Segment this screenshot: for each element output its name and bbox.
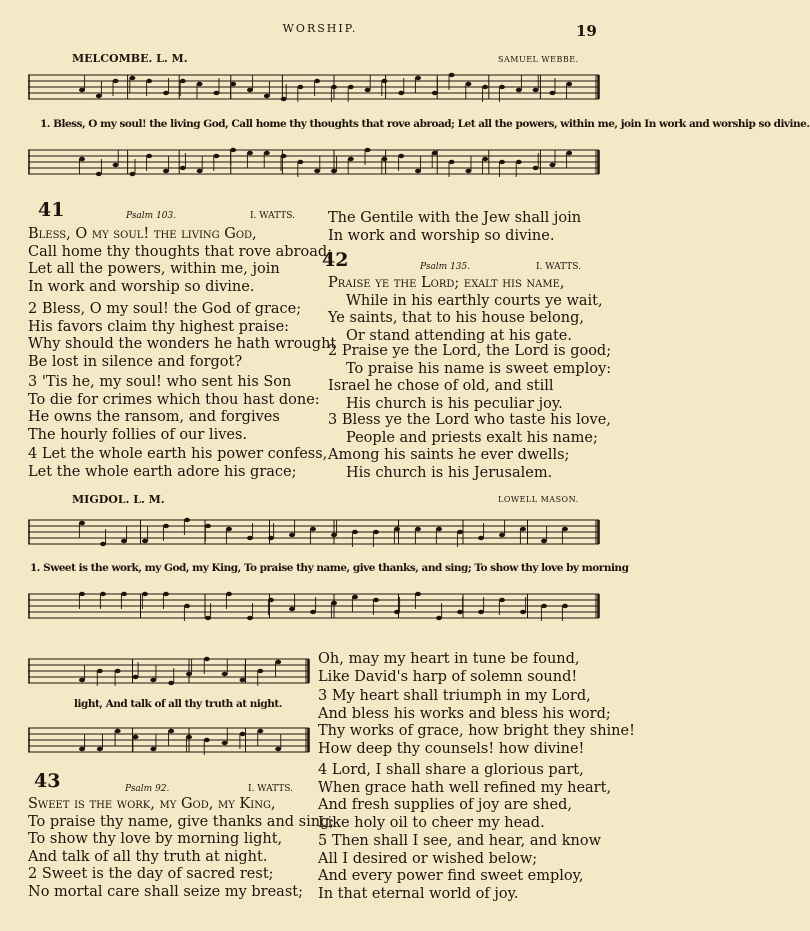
hymn-43-stanza-3: 3 My heart shall triumph in my Lord, And bless his works and bless his word; Thy works of grace, how bright they shine! How deep thy counsels! how divine! [318, 688, 635, 757]
hymn-43-stanza-5: 5 Then shall I see, and hear, and know All I desired or wished below; And every power find sweet employ, In that eternal world of joy. [318, 833, 601, 902]
hymn-41-author: I. WATTS. [250, 211, 295, 221]
hymn-43-stanza-4: 4 Lord, I shall share a glorious part, When grace hath well refined my heart, And fresh supplies of joy are shed, Like holy oil to cheer my head. [318, 762, 612, 831]
bass-staff-migdol-continued [28, 712, 310, 768]
hymn-43-author: I. WATTS. [248, 784, 293, 794]
hymn-41-psalm: Psalm 103. [126, 211, 177, 221]
hymn-42-stanza-1: Praise ye the Lord; exalt his name, While in his earthly courts ye wait, Ye saints, that to his house belong, Or stand attending at his gate. [328, 275, 603, 344]
hymn-43-stanza-2-continued: Oh, may my heart in tune be found, Like David's harp of solemn sound! [318, 651, 580, 685]
lyric-underlay-migdol-line-1: 1. Sweet is the work, my God, my King, To praise thy name, give thanks, and sing; To show thy love by morning [30, 562, 629, 574]
lyric-underlay-migdol-line-2: light, And talk of all thy truth at night. [74, 698, 282, 710]
running-header: WORSHIP. [282, 22, 358, 35]
treble-staff-melcombe [28, 66, 600, 108]
bass-staff-melcombe [28, 138, 600, 186]
hymn-41-stanza-2: 2 Bless, O my soul! the God of grace; His favors claim thy highest praise: Why should the wonders he hath wrought Be lost in silence and forgot? [28, 301, 337, 370]
hymn-number-42: 42 [322, 249, 349, 271]
bass-staff-migdol [28, 578, 600, 634]
treble-staff-migdol-continued [28, 645, 310, 697]
hymn-42-stanza-2: 2 Praise ye the Lord, the Lord is good; To praise his name is sweet employ: Israel he chose of old, and still His church is his peculiar joy. [328, 343, 612, 412]
hymn-41-stanza-4-continued: The Gentile with the Jew shall join In work and worship so divine. [328, 210, 582, 244]
hymn-43-stanza-1: Sweet is the work, my God, my King, To praise thy name, give thanks and sing; To show thy love by morning light, And talk of all thy truth at night. [28, 796, 335, 865]
tune-composer-melcombe: SAMUEL WEBBE. [498, 55, 579, 64]
lyric-underlay-melcombe: 1. Bless, O my soul! the living God, Call home thy thoughts that rove abroad; Let all the powers, within me, join In work and worship so divine. [40, 118, 810, 130]
tune-title-melcombe: MELCOMBE. L. M. [72, 52, 188, 65]
hymn-42-author: I. WATTS. [536, 262, 581, 272]
hymn-number-43: 43 [34, 770, 61, 792]
hymn-43-stanza-2: 2 Sweet is the day of sacred rest; No mortal care shall seize my breast; [28, 866, 303, 900]
hymn-41-stanza-3: 3 'Tis he, my soul! who sent his Son To die for crimes which thou hast done: He owns the ransom, and forgives The hourly follies of our lives. [28, 374, 320, 443]
treble-staff-migdol [28, 506, 600, 558]
tune-composer-migdol: LOWELL MASON. [498, 495, 579, 504]
hymn-42-psalm: Psalm 135. [420, 262, 471, 272]
hymn-41-stanza-1: Bless, O my soul! the living God, Call home thy thoughts that rove abroad; Let all the powers, within me, join In work and worship so divine. [28, 226, 333, 295]
hymn-number-41: 41 [38, 199, 65, 221]
hymn-42-stanza-3: 3 Bless ye the Lord who taste his love, People and priests exalt his name; Among his saints he ever dwells; His church is his Jerusalem. [328, 412, 611, 481]
hymn-43-psalm: Psalm 92. [125, 784, 170, 794]
page-number: 19 [576, 22, 597, 40]
tune-title-migdol: MIGDOL. L. M. [72, 493, 165, 506]
hymn-41-stanza-4: 4 Let the whole earth his power confess, Let the whole earth adore his grace; [28, 446, 328, 480]
